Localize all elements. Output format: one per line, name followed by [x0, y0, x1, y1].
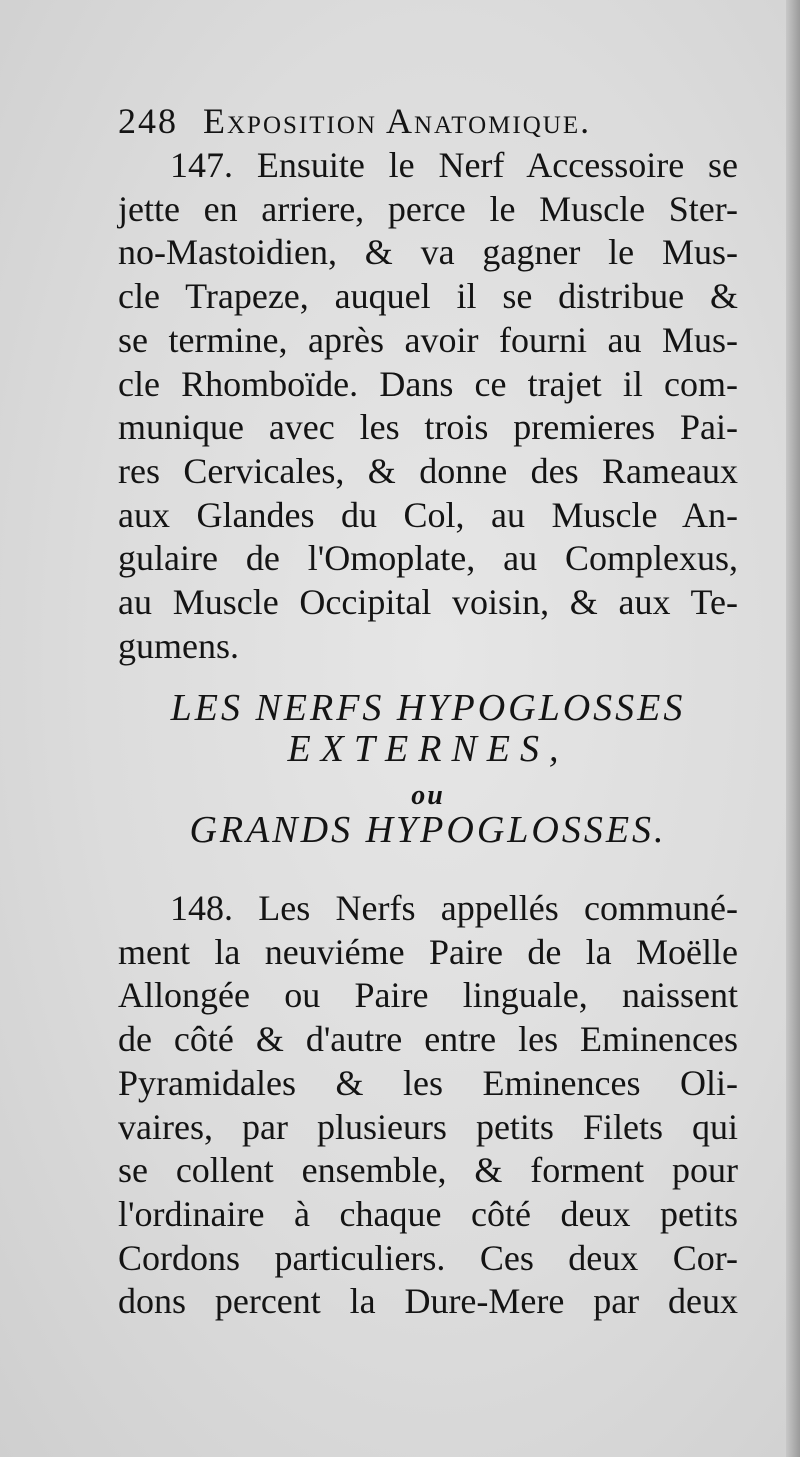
text-line: Pyramidales & les Eminences Oli-: [118, 1062, 738, 1103]
section-heading-line-1: LES NERFS HYPOGLOSSES: [170, 687, 686, 729]
text-line: au Muscle Occipital voisin, & aux Te-: [118, 582, 738, 623]
text-line: cle Trapeze, auquel il se distribue &: [118, 276, 738, 317]
section-heading-line-2: EXTERNES,: [287, 728, 569, 770]
running-title: Exposition Anatomique.: [203, 101, 592, 141]
text-line: se collent ensemble, & forment pour: [118, 1150, 738, 1191]
text-line: se termine, après avoir fourni au Mus-: [118, 319, 738, 360]
text-line: de côté & d'autre entre les Eminences: [118, 1019, 738, 1060]
text-line: l'ordinaire à chaque côté deux petits: [118, 1193, 738, 1234]
page-edge-shadow: [786, 0, 800, 1457]
text-line: vaires, par plusieurs petits Filets qui: [118, 1106, 738, 1147]
paragraph-148: [118, 887, 738, 1324]
text-line: aux Glandes du Col, au Muscle An-: [118, 494, 738, 535]
text-line: 147. Ensuite le Nerf Accessoire se: [170, 145, 738, 185]
section-heading-conjunction: ou: [411, 780, 445, 811]
text-line: gumens.: [118, 625, 239, 666]
text-line: gulaire de l'Omoplate, au Complexus,: [118, 538, 738, 579]
text-line: jette en arriere, perce le Muscle Ster-: [118, 188, 738, 229]
page-number: 248: [118, 101, 178, 141]
text-line: no-Mastoidien, & va gagner le Mus-: [118, 232, 738, 273]
paragraph-147: [118, 144, 738, 668]
text-line: res Cervicales, & donne des Rameaux: [118, 450, 738, 491]
section-heading-line-4: GRANDS HYPOGLOSSES.: [189, 809, 667, 851]
running-header: [118, 100, 678, 144]
text-line: 148. Les Nerfs appellés communé-: [170, 888, 738, 928]
text-line: ment la neuviéme Paire de la Moëlle: [118, 931, 738, 972]
text-line: cle Rhomboïde. Dans ce trajet il com-: [118, 363, 738, 404]
text-line: Allongée ou Paire linguale, naissent: [118, 975, 738, 1016]
text-line: dons percent la Dure-Mere par deux: [118, 1281, 738, 1322]
text-line: Cordons particuliers. Ces deux Cor-: [118, 1237, 738, 1278]
text-line: munique avec les trois premieres Pai-: [118, 407, 738, 448]
